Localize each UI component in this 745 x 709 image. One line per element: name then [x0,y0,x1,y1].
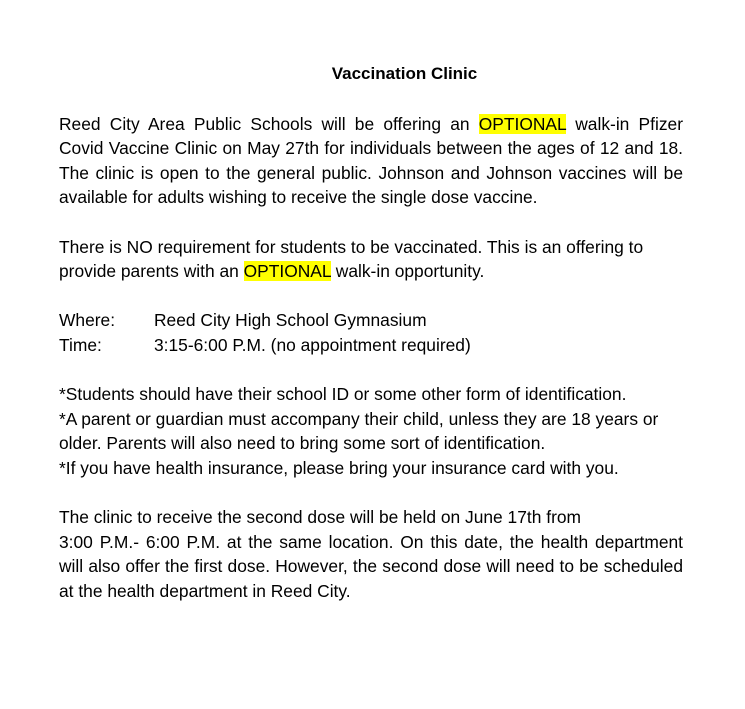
intro-paragraph [59,112,683,210]
where-label: Where: [59,310,116,331]
optional-highlight-2: OPTIONAL [243,261,331,282]
requirement-text-before: There is NO requirement for students to be vaccinated. This is an offering to provide parents with an [59,236,644,282]
where-row [59,308,683,333]
second-dose-paragraph: 3:00 P.M.- 6:00 P.M. at the same location. On this date, the health department will also offer the first dose. However, the second dose will need to be scheduled at the health department in Reed City. [59,531,683,601]
spacer [59,284,683,309]
where-value: Reed City High School Gymnasium [154,310,427,331]
time-row [59,333,683,358]
note-student-id: *Students should have their school ID or some other form of identification. [59,384,627,405]
page-title: Vaccination Clinic [331,64,478,83]
time-label: Time: [59,334,102,355]
spacer [59,210,683,235]
intro-text-after: walk-in Pfizer Covid Vaccine Clinic on May 27th for individuals between the ages of 12 and 18. The clinic is open to the general public. Johnson and Johnson vaccines will be available for adults wishing to receive the single dose vaccine. [59,113,683,208]
spacer [59,358,683,383]
document-page [59,62,683,603]
requirement-text-after: walk-in opportunity. [330,261,485,282]
second-dose-line1: The clinic to receive the second dose will be held on June 17th from [59,507,582,528]
optional-highlight: OPTIONAL [478,113,567,134]
note-parent-guardian: *A parent or guardian must accompany their child, unless they are 18 years or older. Parents will also need to bring some sort of identification. [59,408,659,454]
note-health-insurance: *If you have health insurance, please bring your insurance card with you. [59,457,619,478]
spacer [59,481,683,506]
intro-text-before: Reed City Area Public Schools will be offering an [59,113,479,134]
time-value: 3:15-6:00 P.M. (no appointment required) [154,334,471,355]
requirement-paragraph [59,235,683,284]
